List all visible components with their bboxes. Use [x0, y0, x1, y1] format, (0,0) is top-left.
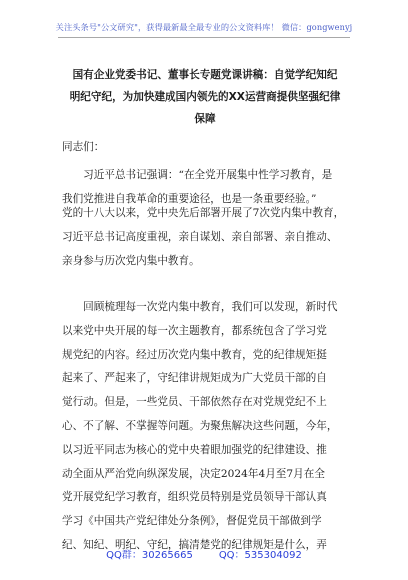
- greeting: 同志们：: [62, 141, 105, 153]
- text-line: 觉行动。但是，一些党员、干部依然存在对党规党纪不上: [62, 396, 327, 409]
- text-line: 我们党推进自我革命的重要途径，也是一条重要经验。”: [62, 192, 317, 205]
- text-line: 党开展党纪学习教育，组织党员特别是党员领导干部认真: [62, 491, 327, 504]
- text-line: 党的十八大以来，党中央先后部署开展了7次党内集中教育，: [62, 207, 345, 219]
- text-line: 习近平总书记高度重视，亲自谋划、亲自部署、亲自推动、: [62, 230, 338, 243]
- text-line: 学习《中国共产党纪律处分条例》，督促党员干部做到学: [62, 515, 322, 528]
- text-line: 以来党中央开展的每一次主题教育，都系统包含了学习党: [62, 324, 327, 337]
- text-line: 以习近平同志为核心的党中央着眼加强党的纪律建设、推: [62, 443, 327, 456]
- text-line: 纪、知纪、明纪、守纪，搞清楚党的纪律规矩是什么，弄: [62, 538, 327, 551]
- title-line: 明纪守纪，为加快建成国内领先的XX运营商提供坚强纪律: [69, 91, 341, 103]
- footer-qq: QQ：535304092: [218, 550, 302, 561]
- footer-contact: [0, 546, 408, 561]
- paragraph-3: [62, 296, 352, 558]
- text-line: 心、不了解、不掌握等问题。为聚焦解决这些问题，今年，: [62, 419, 338, 432]
- title-line: 国有企业党委书记、董事长专题党课讲稿：自觉学纪知纪: [72, 69, 338, 81]
- text-line: 起来了、严起来了，守纪律讲规矩成为广大党员干部的自: [62, 372, 327, 385]
- text-line: 规党纪的内容。经过历次党内集中教育，党的纪律规矩挺: [62, 348, 327, 361]
- header-divider: [58, 37, 350, 38]
- text-line: 习近平总书记强调：“在全党开展集中性学习教育，是: [62, 169, 333, 181]
- text-line: 动全面从严治党向纵深发展，决定2024年4月至7月在全: [62, 467, 325, 480]
- paragraph-2: [62, 202, 352, 273]
- header-note: 关注头条号"公文研究"，获得最新最全最专业的公文资料库！ 微信：gongwenyj: [55, 22, 353, 32]
- title-line: 保障: [194, 113, 216, 125]
- document-title: [62, 64, 348, 130]
- text-line: 亲身参与历次党内集中教育。: [62, 254, 200, 267]
- text-line: 回顾梳理每一次党内集中教育，我们可以发现，新时代: [62, 301, 338, 313]
- footer-qq-group: QQ群：30265665: [106, 550, 193, 561]
